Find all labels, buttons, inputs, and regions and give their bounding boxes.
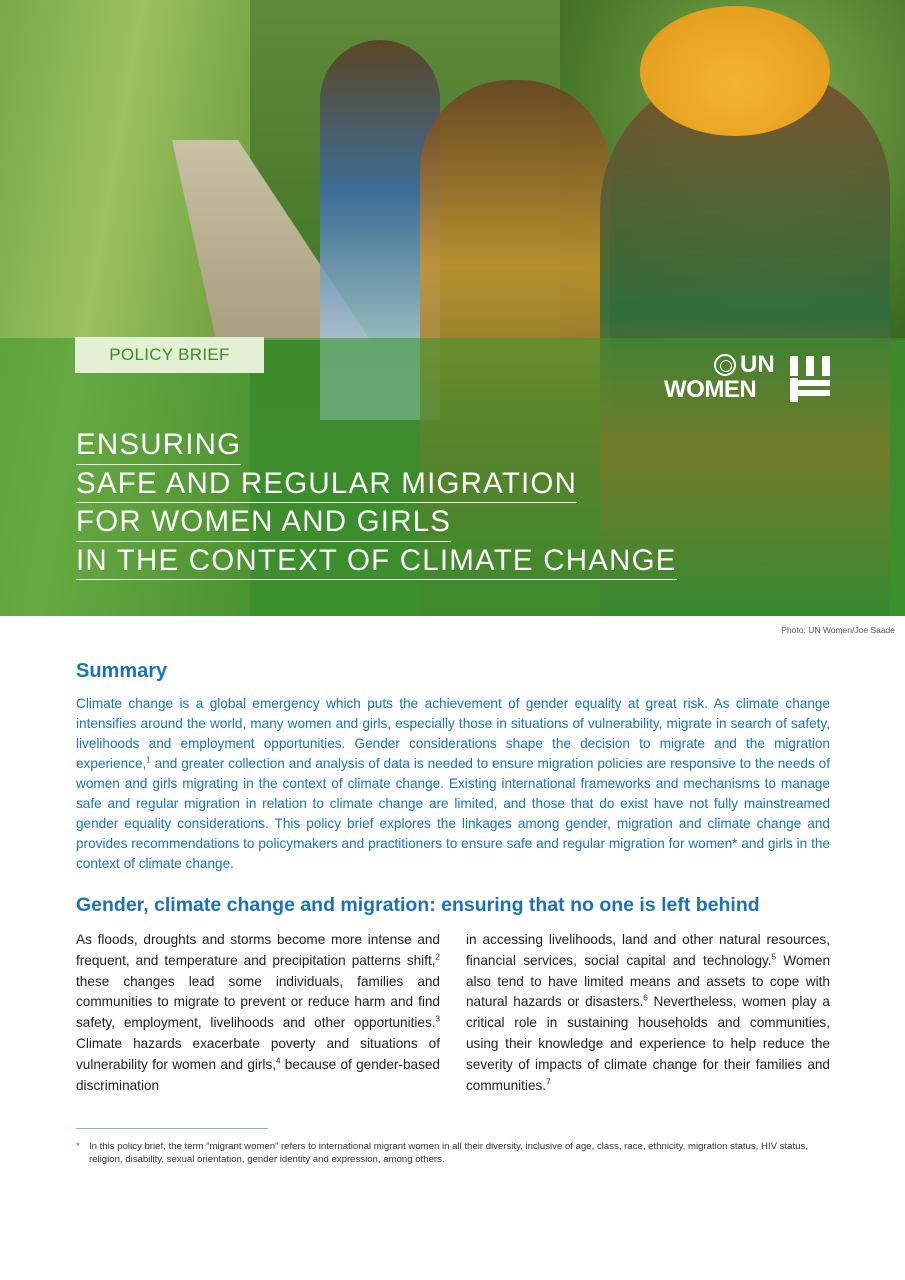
logo-un-row — [714, 351, 775, 378]
footnote-divider — [76, 1128, 268, 1129]
logo-un-text: UN — [740, 351, 775, 378]
logo-women-text: WOMEN — [664, 376, 757, 403]
photo-headwrap — [640, 6, 830, 136]
footnote — [76, 1140, 836, 1166]
page-title — [76, 426, 796, 580]
photo-credit: Photo: UN Women/Joe Saade — [781, 625, 895, 635]
title-line: FOR WOMEN AND GIRLS — [76, 503, 451, 542]
title-line: ENSURING — [76, 426, 241, 465]
policy-brief-badge: POLICY BRIEF — [75, 337, 264, 373]
footnote-text: In this policy brief, the term “migrant women” refers to international migrant women in all their diversity, inclusive of age, class, race, ethnicity, migration status, HIV status, religion, disability, sexual orientation, gender identity and expression, among others. — [89, 1141, 808, 1165]
body-column-right: in accessing livelihoods, land and other natural resources, financial services, social capital and technology.$^5$ Women also tend to have limited means and assets to cope with natural hazards or disasters.$^6$ Nevertheless, women play a critical role in sustaining households and communities, using their knowledge and experience to help reduce the severity of impacts of climate change for their families and communities.$^7$ — [466, 932, 831, 1093]
summary-text: Climate change is a global emergency which puts the achievement of gender equality at great risk. As climate change intensifies around the world, many women and girls, especially those in situations of vulnerability, migrate in search of safety, livelihoods and employment opportunities. Gender considerations shape the decision to migrate and the migration experience,$^1$ and greater collection and analysis of data is needed to ensure migration policies are responsive to the needs of women and girls migrating in the context of climate change. Existing international frameworks and mechanisms to manage safe and regular migration in relation to climate change are limited, and those that do exist have not fully mainstreamed gender equality considerations. This policy brief explores the linkages among gender, migration and climate change and provides recommendations to policymakers and practitioners to ensure safe and regular migration for women* and girls in the context of climate change. — [76, 696, 830, 871]
footnote-mark: * — [76, 1141, 80, 1152]
section-heading: Gender, climate change and migration: ensuring that no one is left behind — [76, 894, 760, 916]
un-emblem-icon — [714, 354, 736, 376]
title-line: IN THE CONTEXT OF CLIMATE CHANGE — [76, 542, 677, 581]
un-women-logo — [664, 351, 834, 406]
body-column-left: As floods, droughts and storms become more intense and frequent, and temperature and precipitation patterns shift,$^2$ these changes lead some individuals, families and communities to migrate to prevent or reduce harm and find safety, employment, livelihoods and other opportunities.$^3$ Climate hazards exacerbate poverty and situations of vulnerability for women and girls,$^4$ because of gender-based discrimination — [76, 932, 440, 1093]
title-line: SAFE AND REGULAR MIGRATION — [76, 465, 577, 504]
equality-symbol-icon — [790, 356, 830, 402]
summary-heading: Summary — [76, 660, 168, 682]
